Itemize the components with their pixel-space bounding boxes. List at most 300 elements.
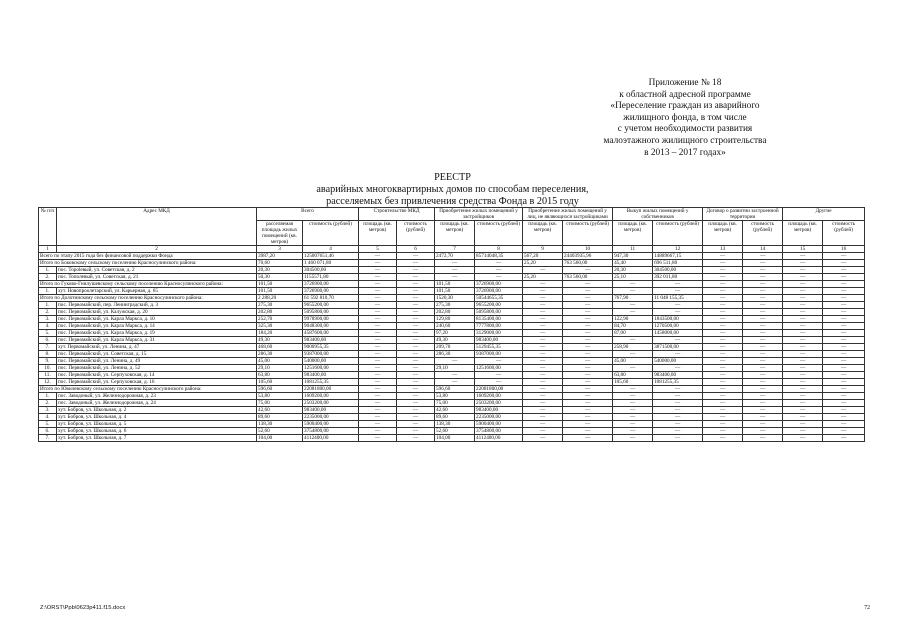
value-cell: — [743,351,783,358]
column-number: 5 [359,246,397,253]
subheader-area: площадь (кв. метров) [703,221,743,246]
value-cell: — [783,267,823,274]
value-cell: — [397,330,435,337]
value-cell: — [703,267,743,274]
value-cell: 3726900,00 [303,281,359,288]
value-cell: — [703,323,743,330]
value-cell: 29,10 [435,365,475,372]
value-cell: — [613,288,653,295]
value-cell: — [743,344,783,351]
value-cell: — [823,295,865,302]
value-cell: — [783,407,823,414]
table-row [39,435,865,442]
value-cell: — [563,323,613,330]
subheader-area: площадь (кв. метров) [783,221,823,246]
value-cell: 97,20 [435,330,475,337]
value-cell: — [653,351,703,358]
subtotal-label: Всего по этапу 2015 года без финансовой поддержки Фонда [39,253,257,260]
value-cell: 45,00 [613,358,653,365]
value-cell: — [783,316,823,323]
value-cell: — [359,386,397,393]
value-cell: — [359,407,397,414]
value-cell: — [613,281,653,288]
column-number: 1 [39,246,57,253]
address-cell: пос. Первомайский, ул. Советская, д. 15 [57,351,257,358]
subtotal-row [39,253,865,260]
value-cell: 1 460 071,80 [303,260,359,267]
value-cell: — [475,267,523,274]
value-cell: — [523,435,563,442]
value-cell: — [613,421,653,428]
column-number: 4 [303,246,359,253]
value-cell: — [823,274,865,281]
value-cell: — [703,414,743,421]
value-cell: — [743,337,783,344]
value-cell: 20,30 [257,267,303,274]
value-cell: — [359,281,397,288]
address-cell: пос. Первомайский, пер. Ленинградский, д. 3 [57,302,257,309]
header-address: Адрес МКД [57,208,257,246]
value-cell: — [523,407,563,414]
value-cell: — [359,267,397,274]
value-cell: — [523,323,563,330]
value-cell: — [743,358,783,365]
subheader-area: площадь (кв. метров) [435,221,475,246]
table-row [39,414,865,421]
annex-line: в 2013 – 2017 годах» [644,147,726,158]
value-cell: 275,30 [257,302,303,309]
value-cell: — [653,288,703,295]
value-cell: — [563,267,613,274]
header-contract: Договор о развитии застроенной территории [703,208,783,221]
value-cell: 104,00 [257,435,303,442]
row-number: 7. [39,435,57,442]
value-cell: — [783,274,823,281]
subheader-cost: стоимость (рублей) [475,221,523,246]
header-other: Другие [783,208,865,221]
table-row [39,267,865,274]
value-cell: 4112400,00 [475,435,523,442]
address-cell: пос. Первомайский, ул. Карла Маркса, д. 31 [57,337,257,344]
address-cell: хут. Бобров, ул. Школьная, д. 4 [57,414,257,421]
value-cell: 49,30 [257,337,303,344]
table-row [39,274,865,281]
value-cell: 50544655,35 [475,295,523,302]
value-cell: 1251600,00 [475,365,523,372]
subheader-area-total: расселяемая площадь жилых помещений (кв. метров) [257,221,303,246]
value-cell: 9387000,00 [475,351,523,358]
value-cell: — [703,295,743,302]
value-cell: — [703,253,743,260]
value-cell: — [435,379,475,386]
value-cell: — [703,281,743,288]
header-construction: Строительство МКД [359,208,435,221]
value-cell: 22081800,00 [303,386,359,393]
value-cell: — [783,435,823,442]
value-cell: — [475,274,523,281]
row-number: 3. [39,407,57,414]
value-cell: — [359,400,397,407]
value-cell: 53,80 [257,393,303,400]
value-cell: — [563,330,613,337]
table-row [39,323,865,330]
annex-line: к областной адресной программе [619,89,751,100]
value-cell: 3129000,00 [475,330,523,337]
table-row [39,337,865,344]
value-cell: — [653,281,703,288]
value-cell: — [823,365,865,372]
table-row [39,372,865,379]
value-cell: — [397,302,435,309]
table-row [39,316,865,323]
value-cell: 983400,00 [303,372,359,379]
row-number: 5. [39,330,57,337]
value-cell: 75,00 [257,400,303,407]
value-cell: — [823,323,865,330]
value-cell: — [743,309,783,316]
value-cell: — [523,365,563,372]
table-row [39,358,865,365]
value-cell: 1609200,00 [303,393,359,400]
value-cell: — [823,316,865,323]
table-row [39,288,865,295]
value-cell: — [563,379,613,386]
column-numbers-row [39,246,865,253]
value-cell: 129,80 [435,316,475,323]
value-cell: — [783,302,823,309]
value-cell: 596,60 [435,386,475,393]
value-cell: — [653,407,703,414]
value-cell: 138,30 [435,421,475,428]
value-cell: — [743,428,783,435]
table-row [39,428,865,435]
value-cell: — [435,260,475,267]
value-cell: — [823,337,865,344]
value-cell: — [823,253,865,260]
header-num: № п/п [39,208,57,246]
address-cell: пос. Первомайский, ул. Ленина, д. 52 [57,365,257,372]
value-cell: 5095800,00 [303,309,359,316]
address-cell: хут. Бобров, ул. Школьная, д. 7 [57,435,257,442]
registry-table [38,207,865,442]
value-cell: — [743,386,783,393]
row-number: 4. [39,414,57,421]
value-cell: — [703,337,743,344]
value-cell: — [823,428,865,435]
value-cell: — [653,393,703,400]
value-cell: — [359,372,397,379]
value-cell: 540000,00 [303,358,359,365]
value-cell: 25,10 [613,274,653,281]
value-cell: — [359,365,397,372]
value-cell: — [823,372,865,379]
value-cell: — [563,295,613,302]
value-cell: — [523,379,563,386]
value-cell: 2503200,00 [475,400,523,407]
value-cell: 9655200,00 [475,302,523,309]
value-cell: — [397,393,435,400]
value-cell: — [397,288,435,295]
row-number: 2. [39,400,57,407]
row-number: 7. [39,344,57,351]
value-cell: 1270500,00 [653,323,703,330]
value-cell: — [743,407,783,414]
value-cell: — [783,379,823,386]
value-cell: 567,20 [523,253,563,260]
value-cell: 9655200,00 [303,302,359,309]
value-cell: 45,40 [613,260,653,267]
value-cell: — [783,414,823,421]
value-cell: — [703,344,743,351]
value-cell: 89,60 [435,414,475,421]
address-cell: хут. Бобров, ул. Школьная, д. 6 [57,428,257,435]
value-cell: — [823,358,865,365]
subheader-cost: стоимость (рублей) [303,221,359,246]
address-cell: пос. Первомайский, ул. Серпуховская, д. 16 [57,379,257,386]
row-number: 9. [39,358,57,365]
value-cell: — [523,393,563,400]
title-line-2: аварийных многоквартирных домов по способам переселения, [316,184,589,195]
value-cell: — [359,274,397,281]
value-cell: — [783,337,823,344]
subheader-cost: стоимость (рублей) [563,221,613,246]
value-cell: — [359,295,397,302]
value-cell: 202,80 [435,309,475,316]
value-cell: 304500,00 [303,267,359,274]
address-cell: пос. Заводоный, ул. Железнодорожная, д. 24 [57,400,257,407]
value-cell: — [823,435,865,442]
subheader-area: площадь (кв. метров) [359,221,397,246]
value-cell: — [563,302,613,309]
table-row [39,407,865,414]
subheader-area: площадь (кв. метров) [523,221,563,246]
value-cell: — [397,281,435,288]
value-cell: 61 592 810,70 [303,295,359,302]
value-cell: — [703,379,743,386]
value-cell: — [613,400,653,407]
value-cell: — [523,302,563,309]
value-cell: 1081255,35 [653,379,703,386]
value-cell: — [359,421,397,428]
value-cell: — [359,344,397,351]
value-cell: — [653,302,703,309]
value-cell: — [703,309,743,316]
value-cell: — [563,344,613,351]
value-cell: — [563,435,613,442]
value-cell: — [359,253,397,260]
subheader-cost: стоимость (рублей) [397,221,435,246]
value-cell: — [783,351,823,358]
value-cell: 763 560,00 [563,274,613,281]
value-cell: — [703,435,743,442]
value-cell: 286,30 [435,351,475,358]
title-line-3: расселяемых без привлечения средства Фонда в 2015 году [326,196,579,207]
value-cell: — [703,407,743,414]
value-cell: 11 048 155,35 [653,295,703,302]
value-cell: — [359,260,397,267]
value-cell: — [435,267,475,274]
value-cell: 3726900,00 [475,281,523,288]
header-acq-dev: Приобретение жилых помещений у застройщиков [435,208,523,221]
value-cell: 3987,20 [257,253,303,260]
value-cell: — [653,365,703,372]
value-cell: — [703,372,743,379]
value-cell: — [743,414,783,421]
value-cell: — [359,323,397,330]
value-cell: — [359,379,397,386]
value-cell: — [613,393,653,400]
value-cell: 14889667,15 [653,253,703,260]
value-cell: — [563,351,613,358]
subtotal-label: Итого по Боковскому сельскому поселению Красносулинского района: [39,260,257,267]
value-cell: — [359,414,397,421]
value-cell: 1081255,35 [303,379,359,386]
value-cell: — [359,316,397,323]
value-cell: — [397,400,435,407]
value-cell: — [397,379,435,386]
value-cell: — [823,309,865,316]
value-cell: 1520,30 [435,295,475,302]
value-cell: — [523,295,563,302]
value-cell: 24403935,96 [563,253,613,260]
value-cell: 2472,70 [435,253,475,260]
column-number: 9 [523,246,563,253]
value-cell: — [653,337,703,344]
value-cell: — [823,386,865,393]
value-cell: 25,20 [523,274,563,281]
value-cell: 2503200,00 [303,400,359,407]
header-buyout: Выкуп жилых помещений у собственников [613,208,703,221]
value-cell: — [397,274,435,281]
value-cell: — [563,337,613,344]
value-cell: — [613,414,653,421]
annex-line: с учетом необходимости развития [617,124,753,135]
value-cell: — [743,302,783,309]
value-cell: — [563,365,613,372]
value-cell: 104,00 [435,435,475,442]
table-row [39,365,865,372]
value-cell: — [823,407,865,414]
annex-line: Приложение № 18 [648,78,722,88]
value-cell: — [783,253,823,260]
value-cell: 122,90 [613,316,653,323]
subheader-cost: стоимость (рублей) [653,221,703,246]
row-number: 1. [39,267,57,274]
value-cell: — [823,414,865,421]
value-cell: — [783,295,823,302]
value-cell: — [823,351,865,358]
value-cell: — [823,421,865,428]
row-number: 8. [39,351,57,358]
value-cell: — [563,281,613,288]
value-cell: 304500,00 [653,267,703,274]
value-cell: — [397,323,435,330]
table-row [39,302,865,309]
value-cell: — [703,400,743,407]
table-row [39,309,865,316]
value-cell: — [613,351,653,358]
value-cell: — [523,358,563,365]
value-cell: — [397,295,435,302]
file-path: Z:\ORST\Ppb\0623p411.f15.docx [40,605,126,611]
table-row [39,344,865,351]
subtotal-row [39,295,865,302]
value-cell: — [397,253,435,260]
value-cell: — [397,316,435,323]
value-cell: — [563,414,613,421]
table-row [39,351,865,358]
value-cell: — [397,358,435,365]
value-cell: — [523,428,563,435]
subtotal-row [39,281,865,288]
value-cell: — [783,393,823,400]
value-cell: — [743,400,783,407]
value-cell: — [397,428,435,435]
value-cell: — [703,274,743,281]
column-number: 11 [613,246,653,253]
value-cell: — [563,421,613,428]
value-cell: 2235000,00 [303,414,359,421]
value-cell: — [743,379,783,386]
value-cell: — [613,309,653,316]
row-number: 6. [39,337,57,344]
address-cell: пос. Первомайский, ул. Ленина, д. 49 [57,358,257,365]
value-cell: 209,70 [435,344,475,351]
value-cell: — [823,302,865,309]
value-cell: — [397,344,435,351]
value-cell: 767,90 [613,295,653,302]
value-cell: — [613,386,653,393]
value-cell: — [397,365,435,372]
value-cell: — [743,253,783,260]
value-cell: 1609200,00 [475,393,523,400]
value-cell: 983400,00 [303,407,359,414]
value-cell: — [397,414,435,421]
value-cell: — [783,372,823,379]
value-cell: — [613,435,653,442]
column-number: 15 [783,246,823,253]
value-cell: — [783,344,823,351]
value-cell: — [823,281,865,288]
address-cell: пос. Первомайский, ул. Серпуховская, д. 14 [57,372,257,379]
row-number: 11. [39,372,57,379]
value-cell: — [435,358,475,365]
row-number: 10. [39,365,57,372]
value-cell: — [397,337,435,344]
value-cell: 4112400,00 [303,435,359,442]
value-cell: — [359,393,397,400]
value-cell: — [783,358,823,365]
value-cell: — [823,379,865,386]
value-cell: — [435,274,475,281]
address-cell: хут. Первомайский, ул. Ленина, д. 47 [57,344,257,351]
value-cell: — [823,267,865,274]
value-cell: — [743,323,783,330]
value-cell: — [359,309,397,316]
value-cell: — [523,372,563,379]
value-cell: — [523,414,563,421]
value-cell: 3726900,00 [303,288,359,295]
value-cell: 63,80 [257,372,303,379]
value-cell: — [397,435,435,442]
column-number: 2 [57,246,257,253]
value-cell: — [783,288,823,295]
value-cell: — [743,435,783,442]
value-cell: — [435,372,475,379]
value-cell: — [397,351,435,358]
address-cell: пос. Первомайский, ул. Карла Маркса, д. 14 [57,323,257,330]
header-acq-other: Приобретение жилых помещений у лиц, не являющихся застройщиками [523,208,613,221]
